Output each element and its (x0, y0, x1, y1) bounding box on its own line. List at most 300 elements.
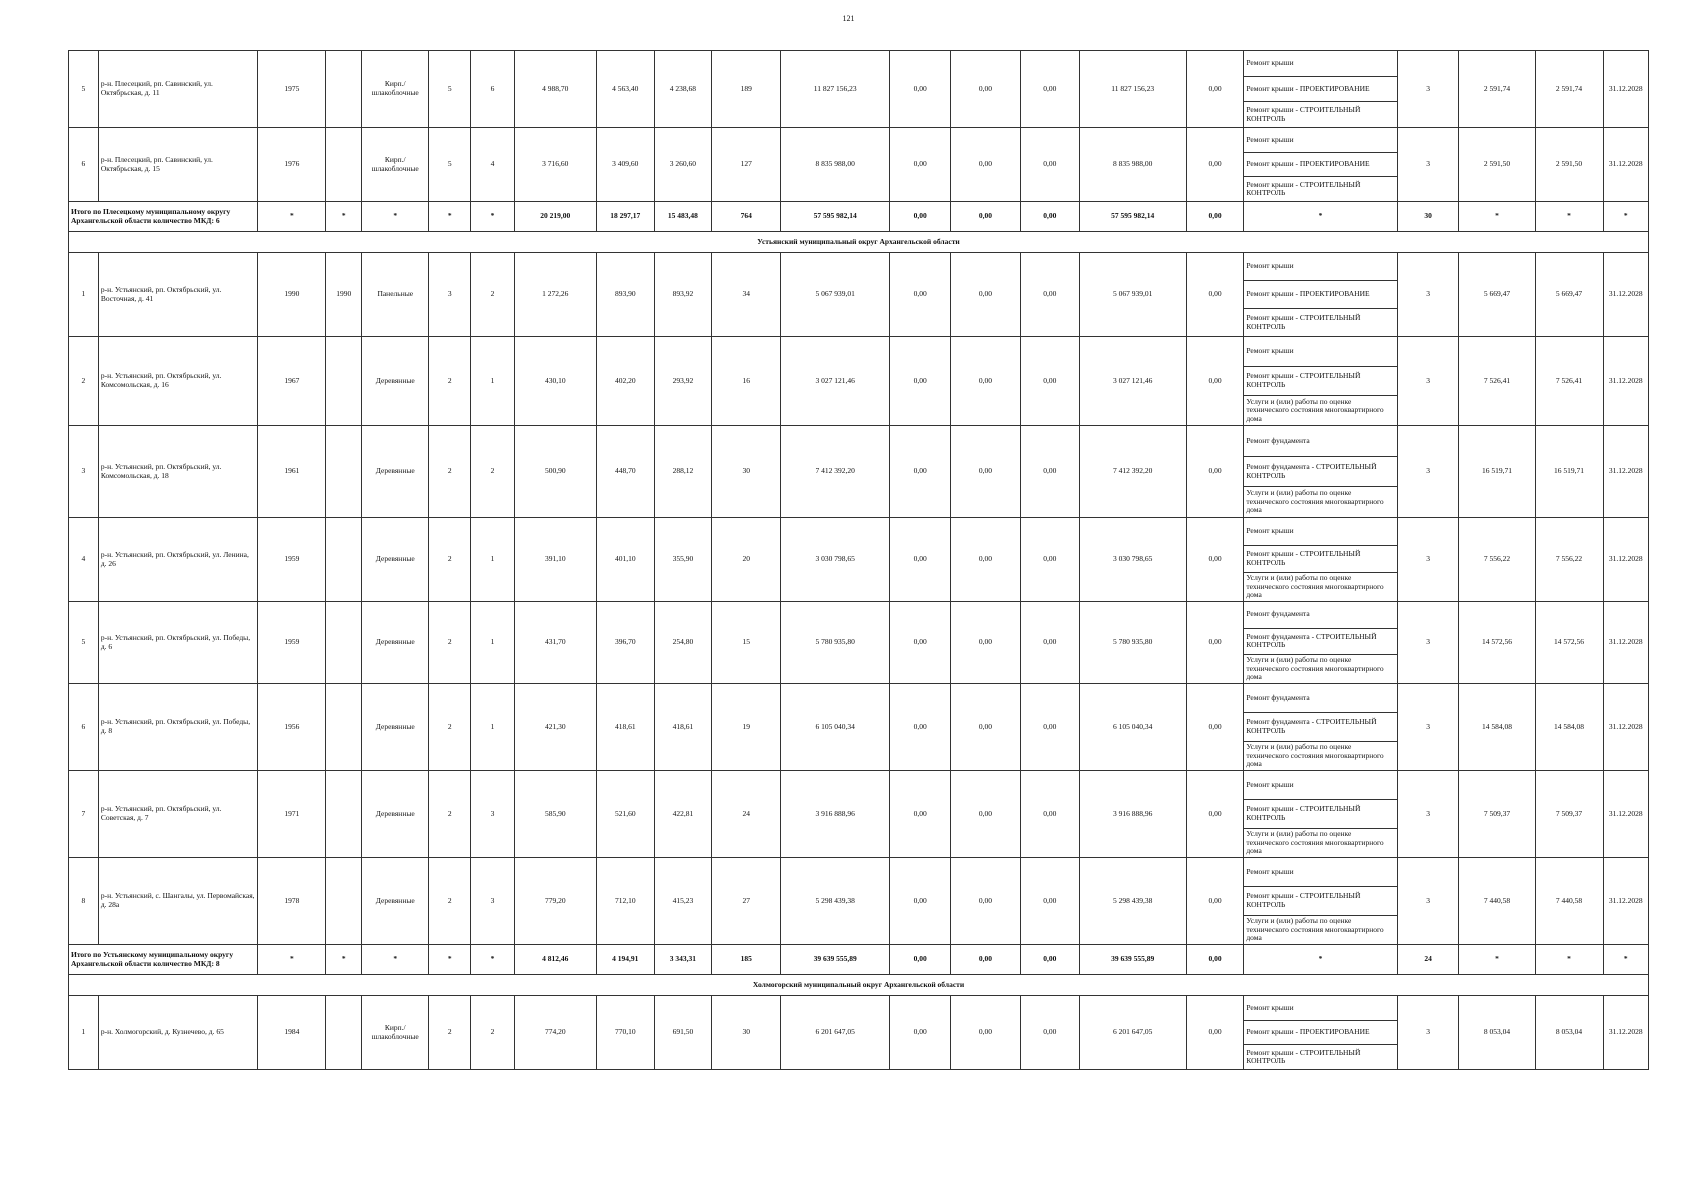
work-type-item: Ремонт крыши (1244, 253, 1396, 281)
deadline-cell: 31.12.2028 (1603, 337, 1648, 426)
commission-year-cell (326, 858, 362, 945)
unit-cost-cell: 7 556,22 (1459, 518, 1535, 602)
residents-cell: 16 (712, 337, 781, 426)
residents-cell: 764 (712, 202, 781, 232)
work-types-list (1244, 337, 1396, 425)
row-number-cell: 4 (69, 518, 99, 602)
regional-funds-cell: 0,00 (951, 337, 1021, 426)
max-unit-cost-cell: 8 053,04 (1535, 996, 1603, 1070)
residential-area-cell: 293,92 (654, 337, 712, 426)
work-type-item: Ремонт фундамента (1244, 684, 1396, 713)
max-unit-cost-cell: 7 440,58 (1535, 858, 1603, 945)
work-type-item: Услуги и (или) работы по оценке технического состояния многоквартирного дома (1246, 742, 1384, 769)
work-types-list (1244, 253, 1396, 336)
commission-year-cell (326, 996, 362, 1070)
entrances-cell: 1 (471, 684, 514, 771)
owner-funds-cell: 5 298 439,38 (1079, 858, 1186, 945)
total-cost-cell: 6 105 040,34 (781, 684, 890, 771)
entrances-cell: * (471, 202, 514, 232)
residents-cell: 30 (712, 426, 781, 518)
house-row (69, 337, 1649, 426)
owner-funds-cell: 7 412 392,20 (1079, 426, 1186, 518)
page-number: 121 (842, 14, 855, 23)
federal-funds-cell: 0,00 (890, 602, 951, 684)
federal-funds-cell: 0,00 (890, 518, 951, 602)
work-type-item: Ремонт крыши (1244, 996, 1396, 1021)
work-types-list (1244, 684, 1396, 770)
work-type-item: Ремонт фундамента - СТРОИТЕЛЬНЫЙ КОНТРОЛЬ (1244, 457, 1396, 488)
municipal-funds-cell: 0,00 (1020, 771, 1079, 858)
house-row (69, 858, 1649, 945)
work-type-item: Услуги и (или) работы по оценке технического состояния многоквартирного дома (1246, 829, 1384, 856)
owner-funds-cell: 3 030 798,65 (1079, 518, 1186, 602)
unit-cost-cell: 7 526,41 (1459, 337, 1535, 426)
max-unit-cost-cell: 5 669,47 (1535, 253, 1603, 337)
deadline-cell: 31.12.2028 (1603, 771, 1648, 858)
work-count-cell: 24 (1397, 945, 1459, 975)
max-unit-cost-cell: 14 572,56 (1535, 602, 1603, 684)
house-row (69, 51, 1649, 128)
build-year-cell: 1984 (258, 996, 326, 1070)
max-unit-cost-cell: 16 519,71 (1535, 426, 1603, 518)
total-area-cell: 421,30 (514, 684, 596, 771)
deadline-cell: 31.12.2028 (1603, 253, 1648, 337)
max-unit-cost-cell: 2 591,74 (1535, 51, 1603, 128)
owner-funds-cell: 3 916 888,96 (1079, 771, 1186, 858)
district-total-row (69, 202, 1649, 232)
total-area-cell: 430,10 (514, 337, 596, 426)
unit-cost-cell: * (1459, 945, 1535, 975)
work-type-item: Ремонт крыши - СТРОИТЕЛЬНЫЙ КОНТРОЛЬ (1246, 1047, 1361, 1066)
wall-material-cell: Деревянные (362, 684, 429, 771)
unit-cost-cell: 7 509,37 (1459, 771, 1535, 858)
municipal-funds-cell: 0,00 (1020, 202, 1079, 232)
other-funds-cell: 0,00 (1186, 518, 1244, 602)
work-type-item: Ремонт крыши - СТРОИТЕЛЬНЫЙ КОНТРОЛЬ (1244, 800, 1396, 829)
municipal-funds-cell: 0,00 (1020, 684, 1079, 771)
municipal-funds-cell: 0,00 (1020, 426, 1079, 518)
total-cost-cell: 39 639 555,89 (781, 945, 890, 975)
unit-cost-cell: 14 584,08 (1459, 684, 1535, 771)
build-year-cell: 1978 (258, 858, 326, 945)
address-cell: р-н. Устьянский, рп. Октябрьский, ул. Комсомольская, д. 16 (98, 337, 258, 426)
work-types-cell (1244, 128, 1397, 202)
premises-area-cell: 770,10 (596, 996, 654, 1070)
residents-cell: 185 (712, 945, 781, 975)
entrances-cell: 2 (471, 253, 514, 337)
residential-area-cell: 3 260,60 (654, 128, 712, 202)
house-row (69, 253, 1649, 337)
work-types-list (1244, 518, 1396, 601)
deadline-cell: * (1603, 202, 1648, 232)
work-types-cell (1244, 996, 1397, 1070)
federal-funds-cell: 0,00 (890, 426, 951, 518)
work-type-item: Ремонт фундамента - СТРОИТЕЛЬНЫЙ КОНТРОЛЬ (1244, 713, 1396, 742)
municipal-funds-cell: 0,00 (1020, 858, 1079, 945)
municipal-funds-cell: 0,00 (1020, 945, 1079, 975)
work-type-item: Услуги и (или) работы по оценке технического состояния многоквартирного дома (1246, 916, 1384, 943)
work-count-cell: 3 (1397, 337, 1459, 426)
entrances-cell: 2 (471, 426, 514, 518)
unit-cost-cell: 8 053,04 (1459, 996, 1535, 1070)
wall-material-cell: * (362, 202, 429, 232)
premises-area-cell: 402,20 (596, 337, 654, 426)
work-count-cell: 3 (1397, 771, 1459, 858)
total-area-cell: 391,10 (514, 518, 596, 602)
floors-cell: 2 (429, 518, 471, 602)
commission-year-cell (326, 337, 362, 426)
premises-area-cell: 401,10 (596, 518, 654, 602)
other-funds-cell: 0,00 (1186, 426, 1244, 518)
federal-funds-cell: 0,00 (890, 337, 951, 426)
unit-cost-cell: 5 669,47 (1459, 253, 1535, 337)
district-title: Холмогорский муниципальный округ Архангельской области (69, 975, 1649, 996)
federal-funds-cell: 0,00 (890, 996, 951, 1070)
federal-funds-cell: 0,00 (890, 202, 951, 232)
premises-area-cell: 18 297,17 (596, 202, 654, 232)
commission-year-cell (326, 684, 362, 771)
commission-year-cell (326, 426, 362, 518)
unit-cost-cell: 14 572,56 (1459, 602, 1535, 684)
row-number-cell: 1 (69, 996, 99, 1070)
residents-cell: 30 (712, 996, 781, 1070)
row-number-cell: 5 (69, 51, 99, 128)
row-number-cell: 1 (69, 253, 99, 337)
build-year-cell: * (258, 945, 326, 975)
work-type-item: Услуги и (или) работы по оценке технического состояния многоквартирного дома (1246, 573, 1384, 600)
build-year-cell: 1971 (258, 771, 326, 858)
residents-cell: 20 (712, 518, 781, 602)
max-unit-cost-cell: * (1535, 945, 1603, 975)
work-type-item: Ремонт крыши - СТРОИТЕЛЬНЫЙ КОНТРОЛЬ (1246, 179, 1361, 198)
work-type-item: Ремонт фундамента (1244, 602, 1396, 629)
residents-cell: 19 (712, 684, 781, 771)
work-type-cell: * (1244, 202, 1397, 232)
work-types-cell (1244, 602, 1397, 684)
residential-area-cell: 288,12 (654, 426, 712, 518)
entrances-cell: 1 (471, 337, 514, 426)
regional-funds-cell: 0,00 (951, 253, 1021, 337)
work-types-cell (1244, 51, 1397, 128)
build-year-cell: 1959 (258, 518, 326, 602)
federal-funds-cell: 0,00 (890, 51, 951, 128)
owner-funds-cell: 6 105 040,34 (1079, 684, 1186, 771)
work-types-cell (1244, 518, 1397, 602)
address-cell: р-н. Холмогорский, д. Кузнечево, д. 65 (98, 996, 258, 1070)
deadline-cell: 31.12.2028 (1603, 602, 1648, 684)
floors-cell: * (429, 945, 471, 975)
work-count-cell: 30 (1397, 202, 1459, 232)
work-type-item: Ремонт крыши (1244, 128, 1396, 153)
address-cell: р-н. Плесецкий, рп. Савинский, ул. Октябрьская, д. 11 (98, 51, 258, 128)
residential-area-cell: 415,23 (654, 858, 712, 945)
wall-material-cell: Деревянные (362, 771, 429, 858)
work-types-list (1244, 858, 1396, 944)
house-row (69, 426, 1649, 518)
other-funds-cell: 0,00 (1186, 51, 1244, 128)
build-year-cell: 1956 (258, 684, 326, 771)
residential-area-cell: 355,90 (654, 518, 712, 602)
build-year-cell: * (258, 202, 326, 232)
work-type-cell: * (1244, 945, 1397, 975)
other-funds-cell: 0,00 (1186, 996, 1244, 1070)
total-cost-cell: 57 595 982,14 (781, 202, 890, 232)
work-types-list (1244, 996, 1396, 1069)
wall-material-cell: Кирп./ шлакоблочные (362, 996, 429, 1070)
commission-year-cell (326, 128, 362, 202)
row-number-cell: 6 (69, 128, 99, 202)
district-header-row (69, 975, 1649, 996)
row-number-cell: 2 (69, 337, 99, 426)
unit-cost-cell: 7 440,58 (1459, 858, 1535, 945)
deadline-cell: 31.12.2028 (1603, 518, 1648, 602)
federal-funds-cell: 0,00 (890, 253, 951, 337)
wall-material-cell: Деревянные (362, 337, 429, 426)
work-types-cell (1244, 337, 1397, 426)
residents-cell: 34 (712, 253, 781, 337)
total-cost-cell: 3 030 798,65 (781, 518, 890, 602)
work-type-item: Ремонт крыши (1244, 337, 1396, 367)
total-area-cell: 1 272,26 (514, 253, 596, 337)
max-unit-cost-cell: 7 509,37 (1535, 771, 1603, 858)
work-type-item: Услуги и (или) работы по оценке технического состояния многоквартирного дома (1246, 488, 1384, 515)
commission-year-cell (326, 771, 362, 858)
repair-register-table (68, 50, 1649, 1070)
regional-funds-cell: 0,00 (951, 684, 1021, 771)
entrances-cell: 2 (471, 996, 514, 1070)
entrances-cell: 1 (471, 602, 514, 684)
floors-cell: 2 (429, 426, 471, 518)
wall-material-cell: Деревянные (362, 858, 429, 945)
regional-funds-cell: 0,00 (951, 128, 1021, 202)
work-count-cell: 3 (1397, 602, 1459, 684)
max-unit-cost-cell: 14 584,08 (1535, 684, 1603, 771)
commission-year-cell: * (326, 945, 362, 975)
build-year-cell: 1967 (258, 337, 326, 426)
house-row (69, 128, 1649, 202)
work-type-item: Ремонт крыши - СТРОИТЕЛЬНЫЙ КОНТРОЛЬ (1244, 546, 1396, 574)
regional-funds-cell: 0,00 (951, 996, 1021, 1070)
wall-material-cell: Панельные (362, 253, 429, 337)
entrances-cell: 1 (471, 518, 514, 602)
max-unit-cost-cell: * (1535, 202, 1603, 232)
work-type-item: Ремонт фундамента (1244, 426, 1396, 457)
house-row (69, 684, 1649, 771)
work-type-item: Ремонт крыши - СТРОИТЕЛЬНЫЙ КОНТРОЛЬ (1246, 105, 1361, 123)
residents-cell: 27 (712, 858, 781, 945)
build-year-cell: 1975 (258, 51, 326, 128)
house-row (69, 996, 1649, 1070)
owner-funds-cell: 5 067 939,01 (1079, 253, 1186, 337)
unit-cost-cell: 16 519,71 (1459, 426, 1535, 518)
entrances-cell: 4 (471, 128, 514, 202)
owner-funds-cell: 11 827 156,23 (1079, 51, 1186, 128)
row-number-cell: 8 (69, 858, 99, 945)
premises-area-cell: 418,61 (596, 684, 654, 771)
row-number-cell: 6 (69, 684, 99, 771)
row-number-cell: 5 (69, 602, 99, 684)
commission-year-cell: 1990 (326, 253, 362, 337)
residential-area-cell: 15 483,48 (654, 202, 712, 232)
max-unit-cost-cell: 2 591,50 (1535, 128, 1603, 202)
entrances-cell: 6 (471, 51, 514, 128)
work-types-cell (1244, 684, 1397, 771)
deadline-cell: 31.12.2028 (1603, 51, 1648, 128)
total-cost-cell: 6 201 647,05 (781, 996, 890, 1070)
work-count-cell: 3 (1397, 518, 1459, 602)
total-area-cell: 20 219,00 (514, 202, 596, 232)
district-total-row (69, 945, 1649, 975)
premises-area-cell: 448,70 (596, 426, 654, 518)
total-cost-cell: 3 916 888,96 (781, 771, 890, 858)
work-type-item: Ремонт крыши - СТРОИТЕЛЬНЫЙ КОНТРОЛЬ (1244, 367, 1396, 397)
unit-cost-cell: 2 591,50 (1459, 128, 1535, 202)
municipal-funds-cell: 0,00 (1020, 518, 1079, 602)
commission-year-cell (326, 518, 362, 602)
other-funds-cell: 0,00 (1186, 253, 1244, 337)
commission-year-cell (326, 602, 362, 684)
deadline-cell: 31.12.2028 (1603, 996, 1648, 1070)
regional-funds-cell: 0,00 (951, 518, 1021, 602)
work-type-item: Ремонт крыши (1244, 771, 1396, 800)
residential-area-cell: 4 238,68 (654, 51, 712, 128)
work-type-item: Услуги и (или) работы по оценке технического состояния многоквартирного дома (1246, 655, 1384, 682)
address-cell: р-н. Устьянский, рп. Октябрьский, ул. Победы, д. 6 (98, 602, 258, 684)
wall-material-cell: Деревянные (362, 518, 429, 602)
district-header-row (69, 232, 1649, 253)
total-area-cell: 4 988,70 (514, 51, 596, 128)
deadline-cell: 31.12.2028 (1603, 128, 1648, 202)
other-funds-cell: 0,00 (1186, 337, 1244, 426)
other-funds-cell: 0,00 (1186, 202, 1244, 232)
house-row (69, 771, 1649, 858)
regional-funds-cell: 0,00 (951, 771, 1021, 858)
owner-funds-cell: 3 027 121,46 (1079, 337, 1186, 426)
unit-cost-cell: 2 591,74 (1459, 51, 1535, 128)
total-area-cell: 774,20 (514, 996, 596, 1070)
municipal-funds-cell: 0,00 (1020, 51, 1079, 128)
deadline-cell: 31.12.2028 (1603, 858, 1648, 945)
address-cell: р-н. Плесецкий, рп. Савинский, ул. Октябрьская, д. 15 (98, 128, 258, 202)
work-types-list (1244, 771, 1396, 857)
federal-funds-cell: 0,00 (890, 684, 951, 771)
deadline-cell: 31.12.2028 (1603, 684, 1648, 771)
work-types-cell (1244, 253, 1397, 337)
total-cost-cell: 11 827 156,23 (781, 51, 890, 128)
residents-cell: 127 (712, 128, 781, 202)
work-types-cell (1244, 426, 1397, 518)
district-title: Устьянский муниципальный округ Архангельской области (69, 232, 1649, 253)
address-cell: р-н. Устьянский, рп. Октябрьский, ул. Советская, д. 7 (98, 771, 258, 858)
max-unit-cost-cell: 7 556,22 (1535, 518, 1603, 602)
premises-area-cell: 893,90 (596, 253, 654, 337)
total-area-cell: 431,70 (514, 602, 596, 684)
work-types-cell (1244, 858, 1397, 945)
residential-area-cell: 418,61 (654, 684, 712, 771)
floors-cell: 5 (429, 51, 471, 128)
row-number-cell: 7 (69, 771, 99, 858)
regional-funds-cell: 0,00 (951, 426, 1021, 518)
total-cost-cell: 3 027 121,46 (781, 337, 890, 426)
municipal-funds-cell: 0,00 (1020, 996, 1079, 1070)
municipal-funds-cell: 0,00 (1020, 128, 1079, 202)
deadline-cell: * (1603, 945, 1648, 975)
work-count-cell: 3 (1397, 51, 1459, 128)
federal-funds-cell: 0,00 (890, 858, 951, 945)
residents-cell: 189 (712, 51, 781, 128)
wall-material-cell: Кирп./ шлакоблочные (362, 51, 429, 128)
work-type-item: Ремонт крыши - ПРОЕКТИРОВАНИЕ (1244, 281, 1396, 309)
owner-funds-cell: 57 595 982,14 (1079, 202, 1186, 232)
municipal-funds-cell: 0,00 (1020, 602, 1079, 684)
other-funds-cell: 0,00 (1186, 128, 1244, 202)
work-type-item: Ремонт крыши - ПРОЕКТИРОВАНИЕ (1244, 1021, 1396, 1046)
address-cell: р-н. Устьянский, рп. Октябрьский, ул. Победы, д. 8 (98, 684, 258, 771)
residential-area-cell: 422,81 (654, 771, 712, 858)
wall-material-cell: Деревянные (362, 426, 429, 518)
floors-cell: 2 (429, 684, 471, 771)
premises-area-cell: 521,60 (596, 771, 654, 858)
work-type-item: Ремонт крыши (1244, 51, 1396, 77)
total-area-cell: 4 812,46 (514, 945, 596, 975)
commission-year-cell (326, 51, 362, 128)
federal-funds-cell: 0,00 (890, 128, 951, 202)
house-row (69, 602, 1649, 684)
premises-area-cell: 712,10 (596, 858, 654, 945)
regional-funds-cell: 0,00 (951, 51, 1021, 128)
total-cost-cell: 5 298 439,38 (781, 858, 890, 945)
unit-cost-cell: * (1459, 202, 1535, 232)
address-cell: р-н. Устьянский, с. Шангалы, ул. Первомайская, д. 28а (98, 858, 258, 945)
work-types-list (1244, 602, 1396, 683)
municipal-funds-cell: 0,00 (1020, 253, 1079, 337)
total-label: Итого по Плесецкому муниципальному округу Архангельской области количество МКД: 6 (69, 202, 258, 232)
work-type-item: Ремонт крыши (1244, 858, 1396, 887)
total-label: Итого по Устьянскому муниципальному округу Архангельской области количество МКД: 8 (69, 945, 258, 975)
total-area-cell: 585,90 (514, 771, 596, 858)
work-types-list (1244, 426, 1396, 517)
address-cell: р-н. Устьянский, рп. Октябрьский, ул. Восточная, д. 41 (98, 253, 258, 337)
regional-funds-cell: 0,00 (951, 602, 1021, 684)
residential-area-cell: 3 343,31 (654, 945, 712, 975)
municipal-funds-cell: 0,00 (1020, 337, 1079, 426)
floors-cell: 2 (429, 858, 471, 945)
entrances-cell: * (471, 945, 514, 975)
wall-material-cell: * (362, 945, 429, 975)
floors-cell: 2 (429, 337, 471, 426)
total-area-cell: 500,90 (514, 426, 596, 518)
build-year-cell: 1990 (258, 253, 326, 337)
work-types-cell (1244, 771, 1397, 858)
owner-funds-cell: 6 201 647,05 (1079, 996, 1186, 1070)
work-count-cell: 3 (1397, 128, 1459, 202)
premises-area-cell: 396,70 (596, 602, 654, 684)
build-year-cell: 1959 (258, 602, 326, 684)
residential-area-cell: 254,80 (654, 602, 712, 684)
build-year-cell: 1976 (258, 128, 326, 202)
other-funds-cell: 0,00 (1186, 858, 1244, 945)
wall-material-cell: Кирп./ шлакоблочные (362, 128, 429, 202)
owner-funds-cell: 8 835 988,00 (1079, 128, 1186, 202)
max-unit-cost-cell: 7 526,41 (1535, 337, 1603, 426)
regional-funds-cell: 0,00 (951, 202, 1021, 232)
federal-funds-cell: 0,00 (890, 771, 951, 858)
residents-cell: 15 (712, 602, 781, 684)
commission-year-cell: * (326, 202, 362, 232)
work-count-cell: 3 (1397, 426, 1459, 518)
work-type-item: Ремонт крыши - СТРОИТЕЛЬНЫЙ КОНТРОЛЬ (1246, 312, 1361, 331)
floors-cell: * (429, 202, 471, 232)
